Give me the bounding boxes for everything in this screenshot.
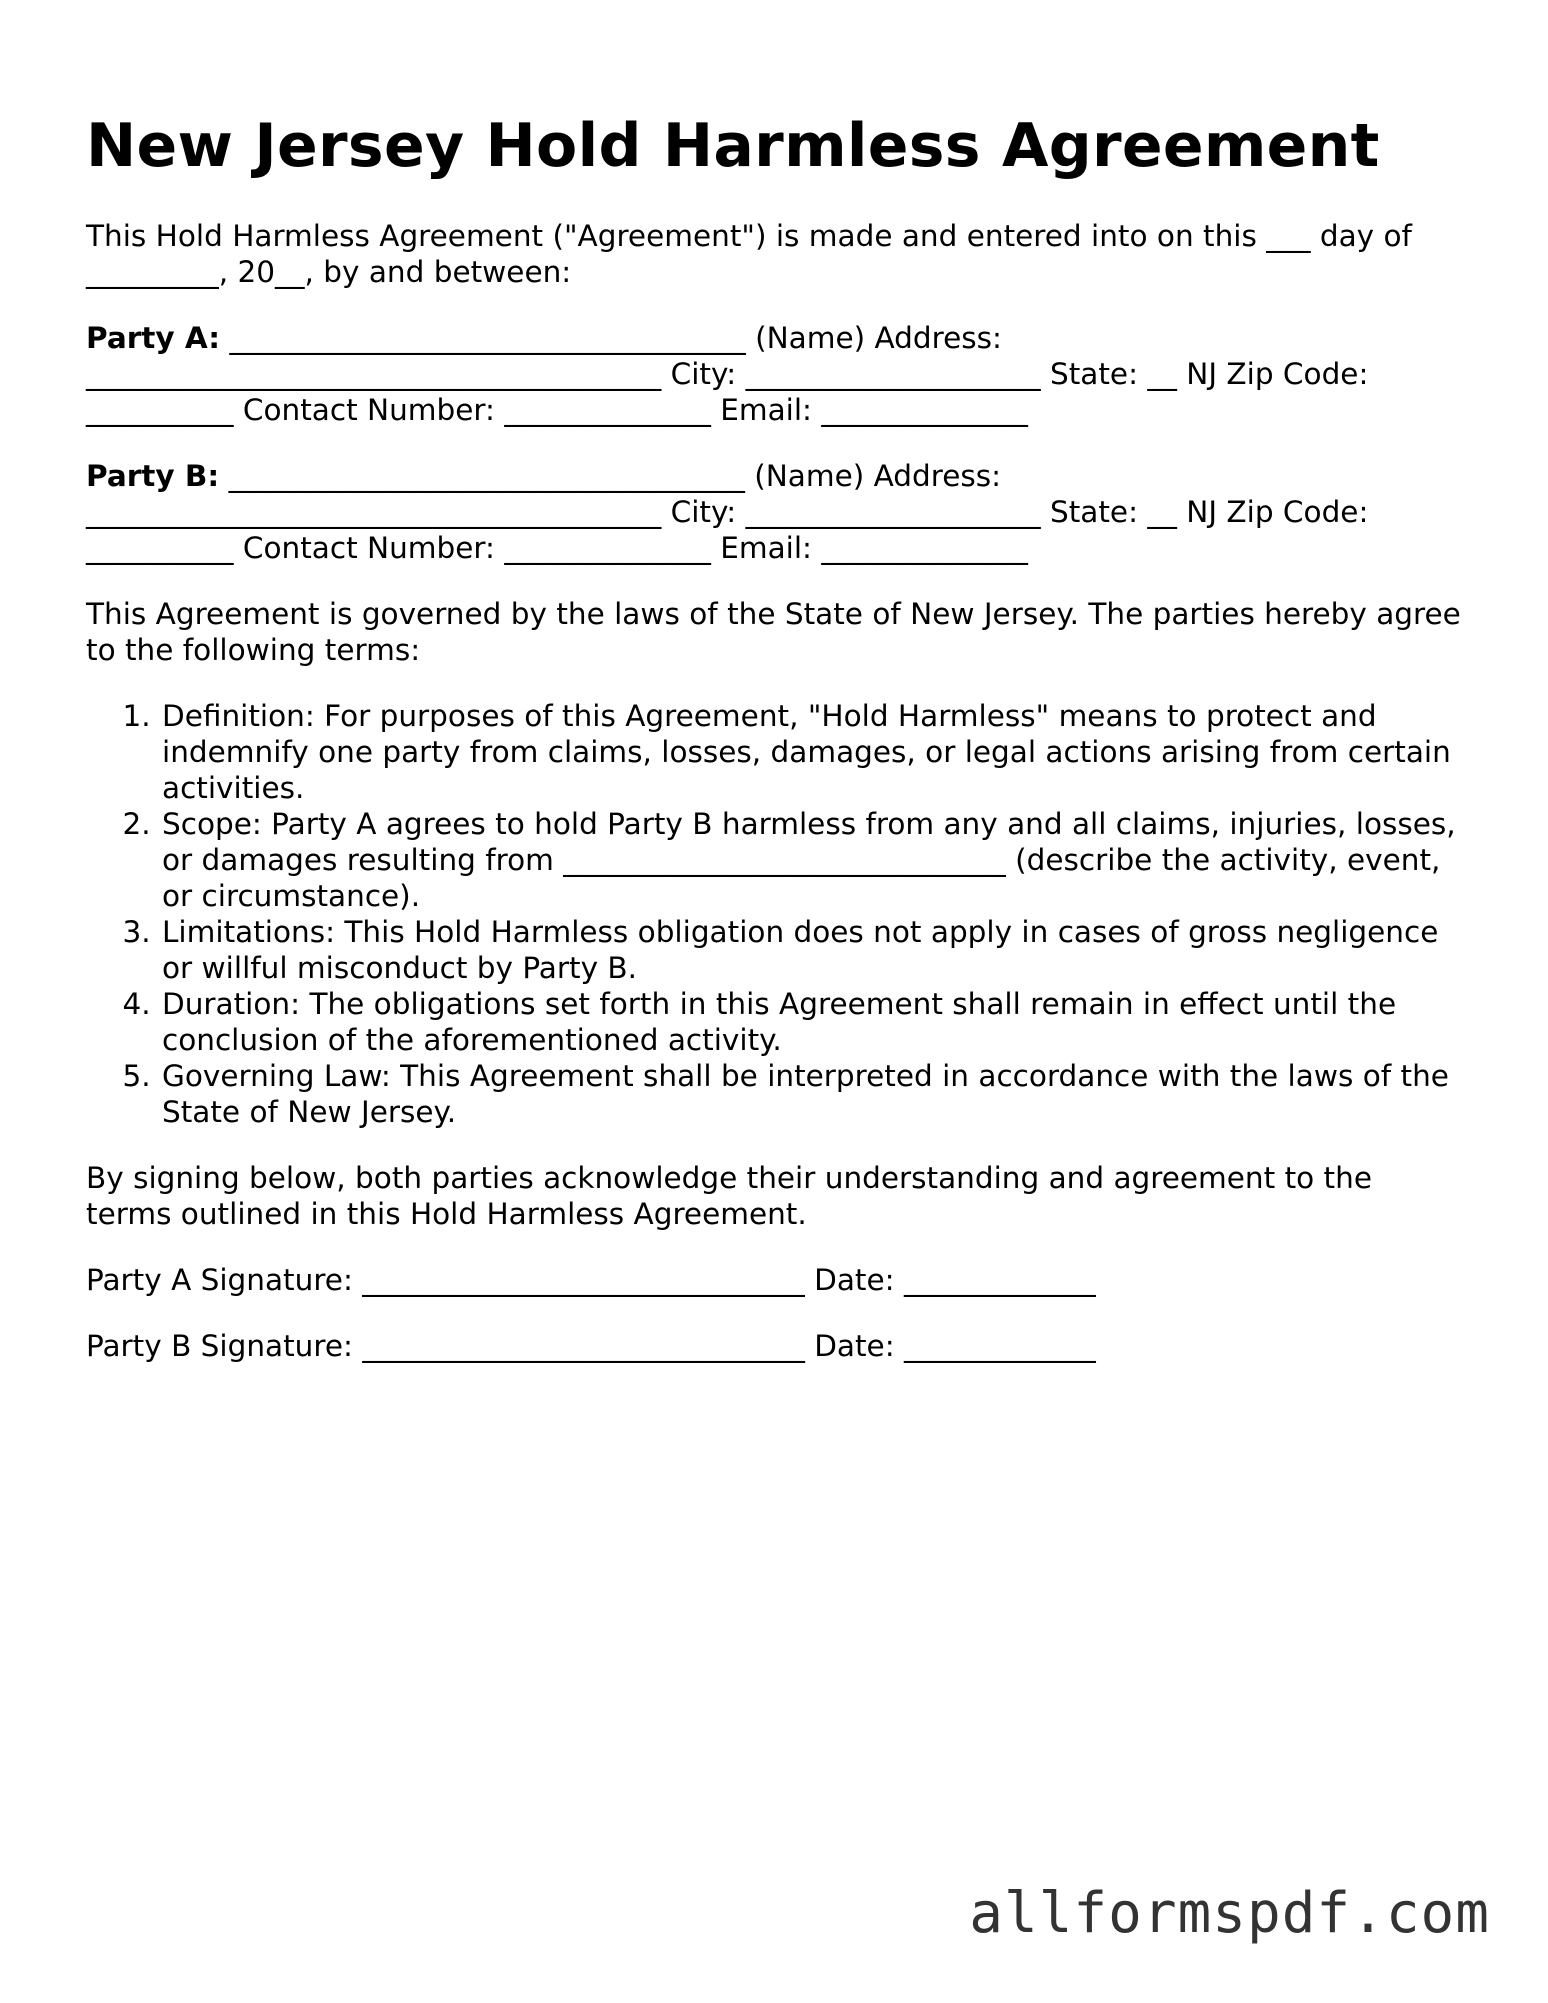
terms-list bbox=[86, 698, 1466, 1130]
term-item: 3. Limitations: This Hold Harmless obligation does not apply in cases of gross negligence or willful misconduct by Party B. bbox=[160, 914, 1466, 986]
party-a-block bbox=[86, 320, 1466, 428]
watermark: allformspdf.com bbox=[969, 1881, 1490, 1946]
document-title: New Jersey Hold Harmless Agreement bbox=[86, 111, 1380, 181]
party-a-label: Party A: bbox=[86, 321, 221, 355]
party-b-details: ___________________________________ (Name) Address: _______________________________________ City: ____________________ State: __ NJ Zip Code: __________ Contact Number: ______________ Email: ______________ bbox=[86, 459, 1369, 565]
term-item: 2. Scope: Party A agrees to hold Party B harmless from any and all claims, injuries, losses, or damages resulting from ______________________________ (describe the activity, event, or circumstance). bbox=[160, 806, 1466, 914]
term-item: 1. Definition: For purposes of this Agreement, "Hold Harmless" means to protect and indemnify one party from claims, losses, damages, or legal actions arising from certain activities. bbox=[160, 698, 1466, 806]
party-a-details: ___________________________________ (Name) Address: _______________________________________ City: ____________________ State: __ NJ Zip Code: __________ Contact Number: ______________ Email: ______________ bbox=[86, 321, 1369, 427]
document-page bbox=[86, 108, 1466, 1364]
acknowledgment-paragraph: By signing below, both parties acknowledge their understanding and agreement to the terms outlined in this Hold Harmless Agreement. bbox=[86, 1161, 1372, 1231]
intro-paragraph: This Hold Harmless Agreement ("Agreement") is made and entered into on this ___ day of _________, 20__, by and between: bbox=[86, 219, 1412, 289]
party-b-block bbox=[86, 458, 1466, 566]
party-b-signature-line: Party B Signature: ______________________________ Date: _____________ bbox=[86, 1329, 1096, 1363]
term-item: 4. Duration: The obligations set forth in this Agreement shall remain in effect until the conclusion of the aforementioned activity. bbox=[160, 986, 1466, 1058]
term-item: 5. Governing Law: This Agreement shall be interpreted in accordance with the laws of the State of New Jersey. bbox=[160, 1058, 1466, 1130]
governing-paragraph: This Agreement is governed by the laws of the State of New Jersey. The parties hereby agree to the following terms: bbox=[86, 597, 1461, 667]
party-a-signature-line: Party A Signature: ______________________________ Date: _____________ bbox=[86, 1263, 1096, 1297]
party-b-label: Party B: bbox=[86, 459, 220, 493]
